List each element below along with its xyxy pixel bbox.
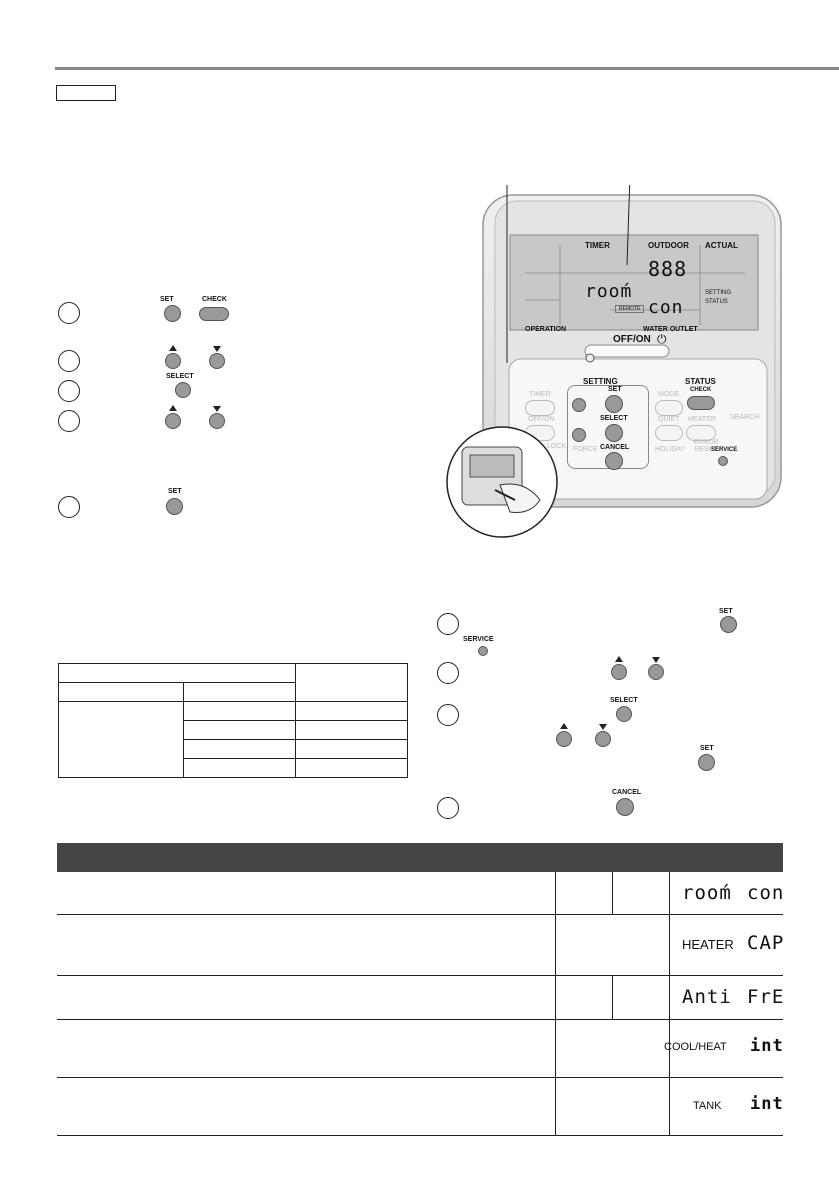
quiet-button[interactable]: [655, 425, 683, 441]
error-reset-label: ERROR RESET: [693, 439, 719, 453]
check-label: CHECK: [202, 296, 227, 303]
lcd-actual-label: ACTUAL: [705, 241, 738, 250]
remote-select-button[interactable]: [605, 424, 623, 442]
lcd-remote-label: REMOTE: [615, 305, 644, 313]
set-button[interactable]: [164, 305, 181, 322]
small-table-subheader-1: [59, 683, 184, 702]
small-table-cell: [184, 759, 296, 778]
check-button[interactable]: [199, 307, 229, 321]
top-rule: [55, 67, 839, 70]
small-table: [58, 663, 408, 778]
row-display-b: CAP: [747, 932, 785, 954]
lcd-setting-label: SETTING: [705, 290, 732, 296]
table-row: [57, 872, 783, 915]
up-button-right[interactable]: [611, 664, 627, 680]
timer-button-label: TIMER: [529, 391, 551, 398]
step-number-1: [58, 302, 80, 324]
row-display-b: con: [747, 882, 785, 904]
small-table-cell: [296, 702, 408, 721]
row-display-a: rooḿ: [682, 882, 732, 904]
remote-service-button[interactable]: [718, 456, 728, 466]
lcd-status-label: STATUS: [705, 299, 728, 305]
table-row: [57, 1020, 783, 1078]
small-table-cell: [296, 740, 408, 759]
select-label-right: SELECT: [610, 697, 638, 704]
offon-small-label: OFF/ON: [528, 416, 555, 423]
select-button[interactable]: [175, 382, 191, 398]
row-display-b: FrE: [747, 986, 785, 1008]
small-table-group-cell: [59, 702, 184, 778]
lcd-digits: 888: [648, 257, 688, 281]
down-arrow-icon: [213, 406, 221, 412]
down-button-right[interactable]: [648, 664, 664, 680]
status-header: STATUS: [685, 377, 716, 386]
step-number-2: [58, 350, 80, 372]
lcd-operation-label: OPERATION: [525, 326, 567, 333]
service-label-right: SERVICE: [463, 636, 494, 643]
inset-hand-illustration: [440, 425, 565, 540]
small-table-cell: [296, 721, 408, 740]
up-arrow-icon: [169, 345, 177, 351]
remote-check-label: CHECK: [690, 387, 712, 393]
down-button[interactable]: [209, 413, 225, 429]
cancel-button-right[interactable]: [616, 798, 634, 816]
set-button-right[interactable]: [720, 616, 737, 633]
select-label: SELECT: [166, 373, 194, 380]
down-arrow-icon: [652, 657, 660, 663]
up-button-right-2[interactable]: [556, 731, 572, 747]
row-display-b: int: [750, 1094, 784, 1114]
down-button[interactable]: [209, 353, 225, 369]
timer-button[interactable]: [525, 400, 555, 416]
remote-select-label: SELECT: [600, 415, 628, 422]
quiet-label: QUIET: [658, 416, 680, 423]
up-arrow-icon: [560, 723, 568, 729]
row-display-b: int: [750, 1036, 784, 1056]
mode-label: MODE: [658, 391, 679, 398]
down-arrow-icon: [213, 346, 221, 352]
small-table-cell: [184, 702, 296, 721]
table-row: [57, 1078, 783, 1136]
row-display-a: COOL/HEAT: [664, 1041, 727, 1053]
setting-header: SETTING: [583, 377, 618, 386]
lcd-con-display: con: [648, 297, 684, 318]
remote-set-label: SET: [608, 386, 622, 393]
set-label-right: SET: [719, 608, 733, 615]
select-button-right[interactable]: [616, 706, 632, 722]
table-row: [57, 915, 783, 976]
step-number-4: [58, 410, 80, 432]
mode-button[interactable]: [655, 400, 683, 416]
set-button[interactable]: [166, 498, 183, 515]
remote-cancel-label: CANCEL: [600, 444, 630, 451]
small-table-cell: [296, 759, 408, 778]
offon-label: OFF/ON: [613, 334, 651, 345]
heater-label: HEATER: [688, 416, 716, 423]
holiday-label: HOLIDAY: [655, 446, 686, 453]
row-display-a: TANK: [693, 1100, 722, 1112]
up-button[interactable]: [165, 353, 181, 369]
up-button[interactable]: [165, 413, 181, 429]
remote-service-label: SERVICE: [711, 447, 738, 453]
set-label: SET: [160, 296, 174, 303]
set-button-right-2[interactable]: [698, 754, 715, 771]
small-table-subheader-2: [184, 683, 296, 702]
lcd-water-outlet-label: WATER OUTLET: [643, 326, 698, 333]
note-box: [56, 85, 116, 101]
down-button-right-2[interactable]: [595, 731, 611, 747]
step-number-4-right: [437, 797, 459, 819]
small-table-cell: [184, 740, 296, 759]
function-table: [57, 843, 783, 1136]
small-table-header: [59, 664, 296, 683]
small-table-header-col3: [296, 664, 408, 702]
remote-up-button[interactable]: [572, 398, 586, 412]
step-number-2-right: [437, 662, 459, 684]
up-arrow-icon: [169, 405, 177, 411]
row-display-a: Anti: [682, 986, 732, 1008]
force-label: FORCE: [573, 446, 598, 453]
step-number-3: [58, 380, 80, 402]
function-table-header: [57, 843, 783, 872]
up-arrow-icon: [615, 656, 623, 662]
lcd-room-display: rooḿ: [585, 281, 633, 302]
lcd-outdoor-label: OUTDOOR: [648, 241, 689, 250]
step-number-1-right: [437, 613, 459, 635]
remote-check-button[interactable]: [687, 396, 715, 410]
remote-set-button[interactable]: [605, 395, 623, 413]
service-button-right[interactable]: [478, 646, 488, 656]
lcd-timer-label: TIMER: [585, 241, 610, 250]
step-number-5: [58, 496, 80, 518]
remote-cancel-button[interactable]: [605, 452, 623, 470]
search-label: SEARCH: [730, 414, 760, 421]
remote-down-button[interactable]: [572, 428, 586, 442]
set-label: SET: [168, 488, 182, 495]
down-arrow-icon: [599, 724, 607, 730]
row-display-a: HEATER: [682, 937, 734, 952]
table-row: [57, 976, 783, 1020]
cancel-label-right: CANCEL: [612, 789, 642, 796]
step-number-3-right: [437, 704, 459, 726]
set-label-right-2: SET: [700, 745, 714, 752]
lock-label: LOCK: [547, 443, 567, 450]
small-table-cell: [184, 721, 296, 740]
power-icon: ⏻: [657, 332, 667, 346]
